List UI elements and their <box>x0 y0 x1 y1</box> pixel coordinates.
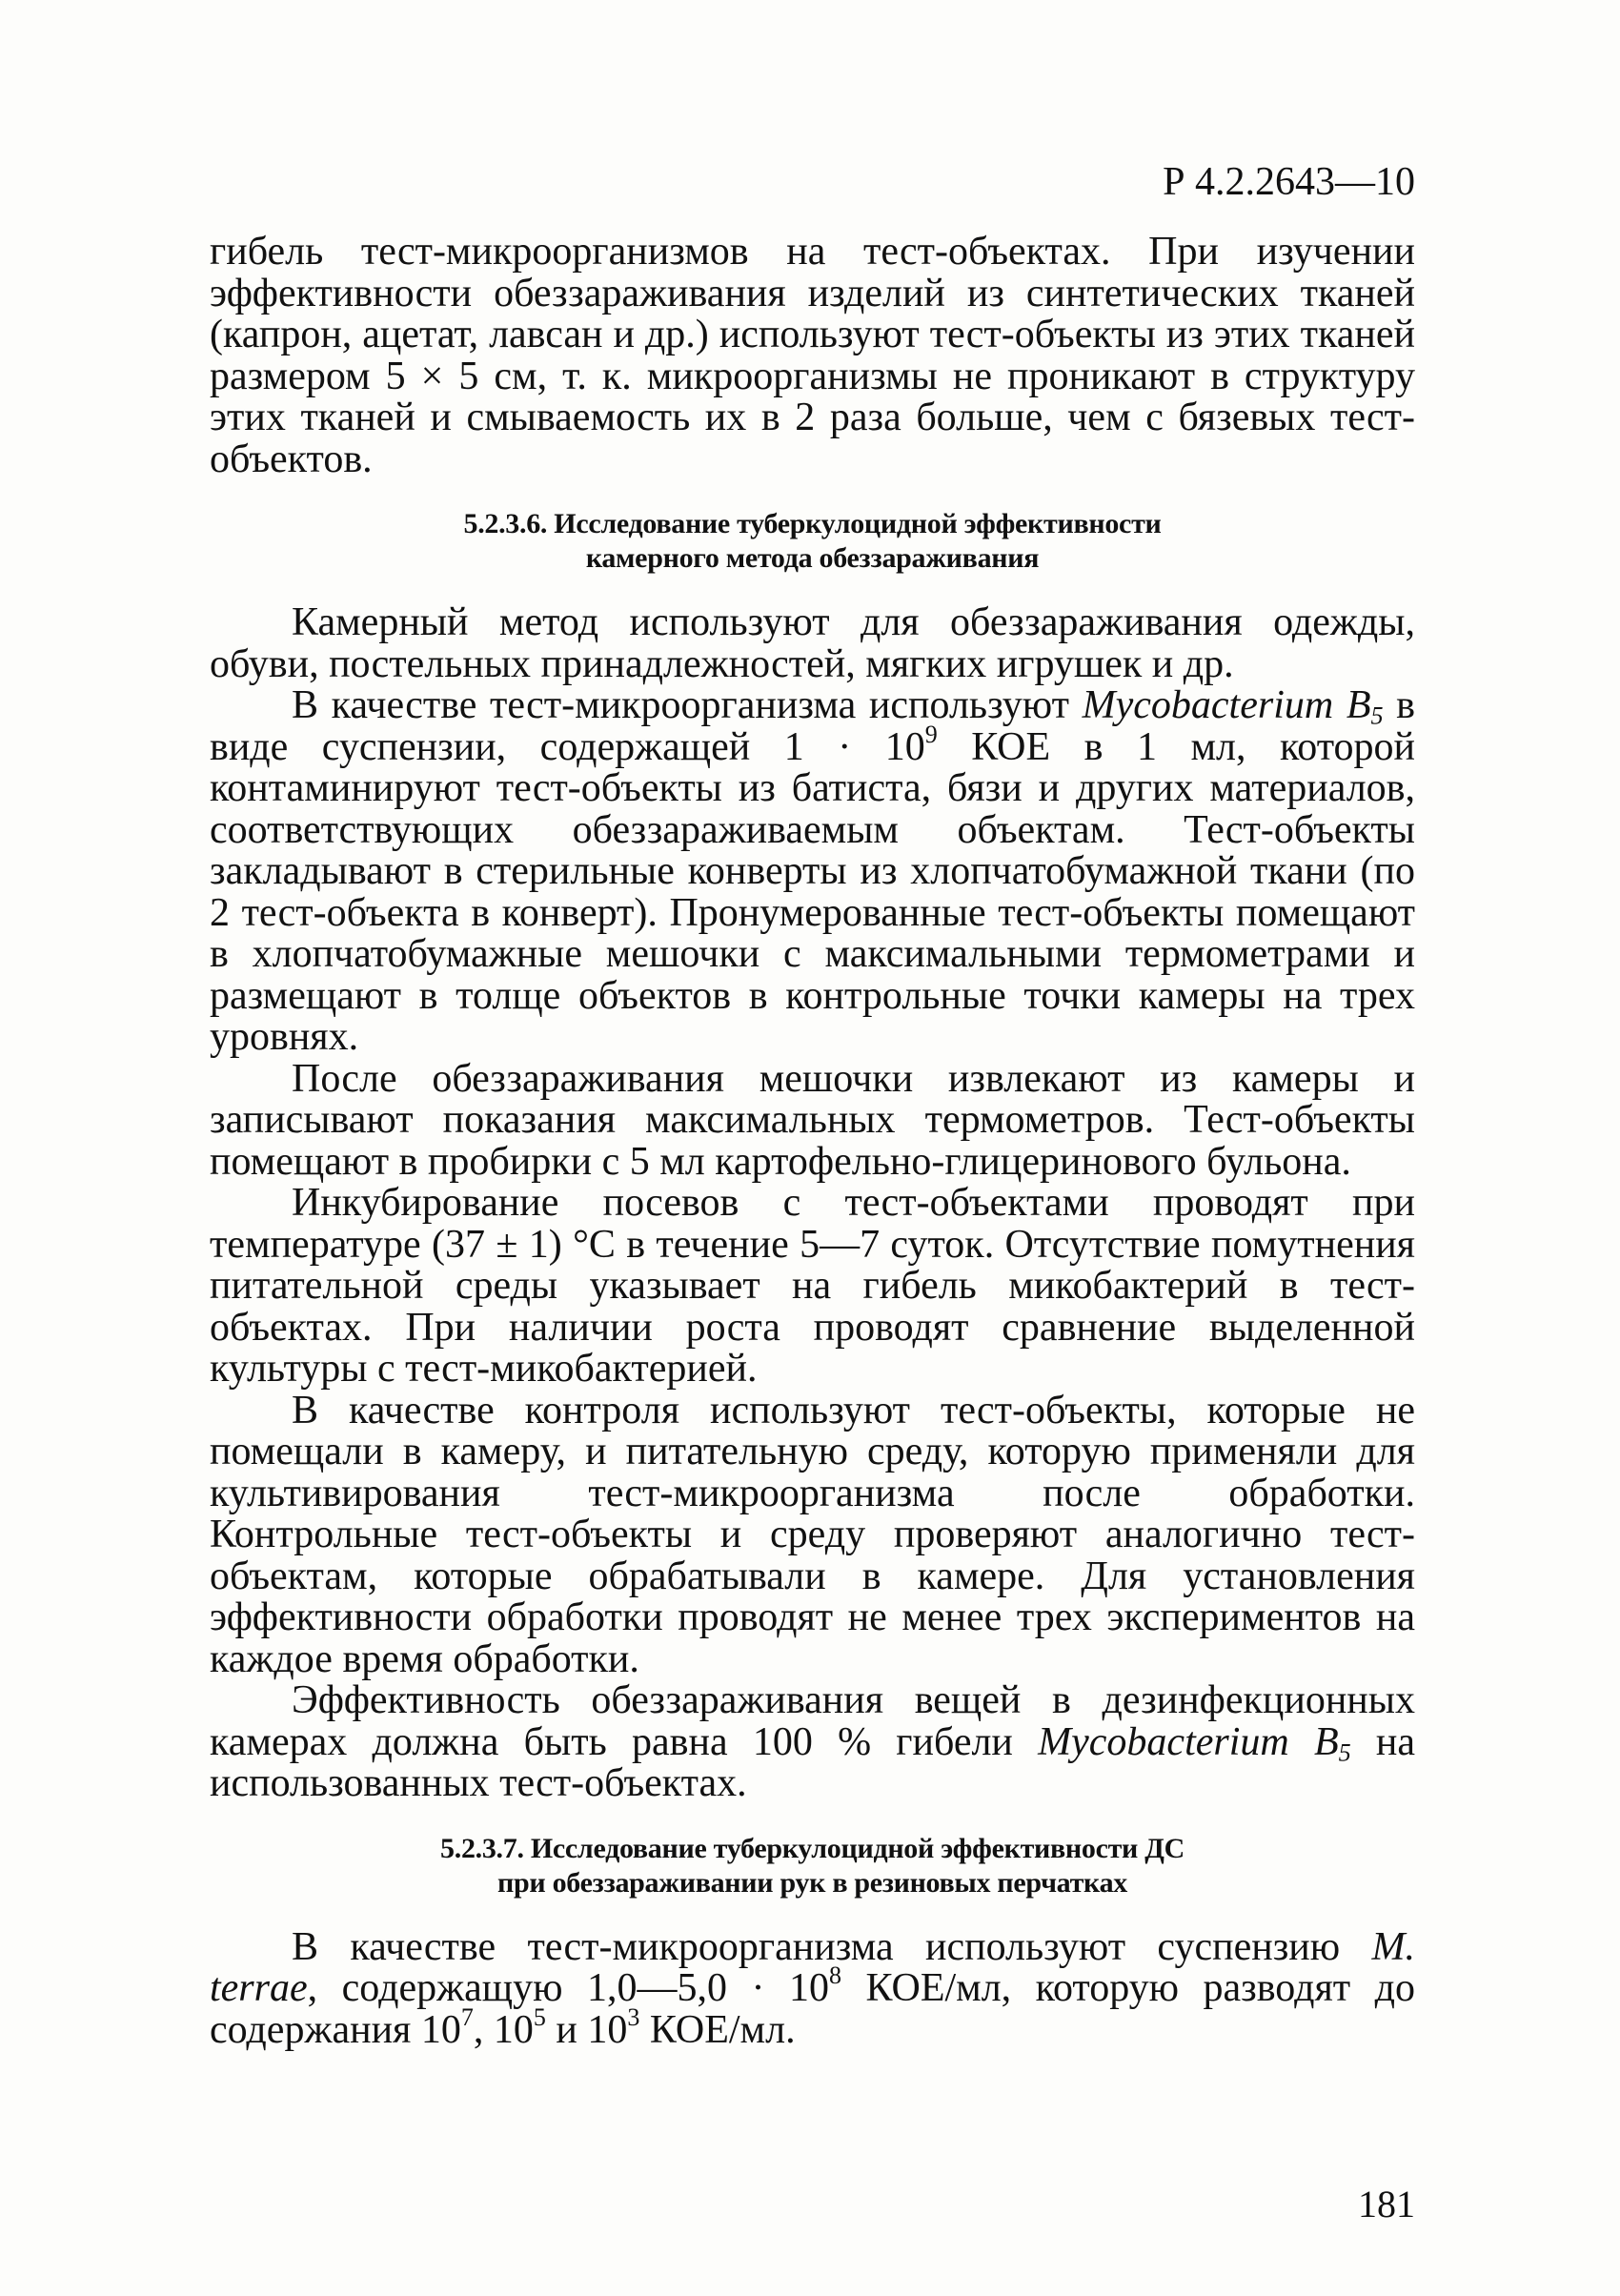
paragraph-incubation: Инкубирование посевов с тест-объектами проводят при температуре (37 ± 1) °С в течение 5—7 суток. Отсутствие помутнения питательной среды указывает на гибель микобактерий в тест-объектах. При наличии роста проводят сравнение выделенной культуры с тест-микобактерией. <box>210 1181 1415 1391</box>
paragraph-test-organism <box>210 685 1415 1059</box>
organism-name <box>1038 1720 1350 1764</box>
superscript: 9 <box>924 720 938 748</box>
text-run: , содержащую 1,0—5,0 · 10 <box>307 1966 829 2010</box>
paragraph-chamber-method: Камерный метод используют для обеззараживания одежды, обуви, постельных принадлежностей, мягких игрушек и др. <box>210 600 1415 686</box>
text-run: в виде суспензии, содержащей 1 · 10 <box>210 683 1415 769</box>
text-run: и 10 <box>556 2007 628 2052</box>
paragraph-m-terrae <box>210 1924 1416 2052</box>
page-number: 181 <box>1358 2183 1415 2225</box>
paragraph-efficiency <box>210 1680 1415 1805</box>
section-heading-line: 5.2.3.7. Исследование туберкулоцидной эффективности ДС <box>440 1832 1185 1864</box>
text-run: КОЕ в 1 мл, которой контаминируют тест-объекты из батиста, бязи и других материалов, соответствующих обеззараживаемым объектам. Тест-объекты закладывают в стерильные конверты из хлопчатобумажной ткани (по 2 тест-объекта в конверт). Пронумерованные тест-объекты помещают в хлопчатобумажные мешочки с максимальными термометрами и размещают в толще объектов в контрольные точки камеры на трех уровнях. <box>210 724 1416 1059</box>
paragraph-control: В качестве контроля используют тест-объекты, которые не помещали в камеру, и питательную среду, которую применяли для культивирования тест-микроорганизма после обработки. Контрольные тест-объекты и среду проверяют аналогично тест-объектам, которые обрабатывали в камере. Для установления эффективности обработки проводят не менее трех экспериментов на каждое время обработки. <box>210 1388 1415 1681</box>
organism-name <box>1082 683 1384 730</box>
superscript: 8 <box>828 1961 841 1989</box>
paragraph-after-disinfection: После обеззараживания мешочки извлекают из камеры и записывают показания максимальных термометров. Тест-объекты помещают в пробирки с 5 мл картофельно-глицеринового бульона. <box>210 1056 1415 1184</box>
superscript: 3 <box>627 2002 640 2031</box>
section-heading-5-2-3-6 <box>210 507 1415 576</box>
text-run: Эффективность обеззараживания вещей в дезинфекционных камерах должна быть равна 100 % гибели <box>210 1678 1415 1764</box>
superscript: 5 <box>533 2002 546 2031</box>
paragraph-continuation: гибель тест-микроорганизмов на тест-объектах. При изучении эффективности обеззараживания изделий из синтетических тканей (капрон, ацетат, лавсан и др.) используют тест-объекты из этих тканей размером 5 × 5 см, т. к. микроорганизмы не проникают в структуру этих тканей и смываемость их в 2 раза больше, чем с бязевых тест-объектов. <box>210 230 1415 481</box>
subscript: 5 <box>1338 1738 1351 1766</box>
text-run: В качестве тест-микроорганизма используют суспензию <box>292 1924 1341 1969</box>
text-run: КОЕ/мл, которую разводят до содержания 10 <box>210 1966 1416 2052</box>
organism-name: M. terrae <box>210 1924 1416 2010</box>
text-run: , 10 <box>473 2007 534 2052</box>
section-heading-line: при обеззараживании рук в резиновых перчатках <box>497 1866 1127 1899</box>
superscript: 7 <box>460 2002 474 2031</box>
text-run: Mycobacterium B <box>1038 1719 1339 1764</box>
page-body <box>210 232 1415 2051</box>
section-heading-line: камерного метода обеззараживания <box>585 542 1040 574</box>
section-heading-5-2-3-7 <box>210 1832 1415 1900</box>
subscript: 5 <box>1370 701 1384 730</box>
text-run: на использованных тест-объектах. <box>210 1719 1416 1805</box>
text-run: В качестве тест-микроорганизма используют <box>292 683 1069 727</box>
text-run: Mycobacterium B <box>1082 683 1371 727</box>
text-run: КОЕ/мл. <box>649 2007 796 2052</box>
document-code-header: Р 4.2.2643—10 <box>1163 160 1415 204</box>
section-heading-line: 5.2.3.6. Исследование туберкулоцидной эффективности <box>463 508 1162 539</box>
